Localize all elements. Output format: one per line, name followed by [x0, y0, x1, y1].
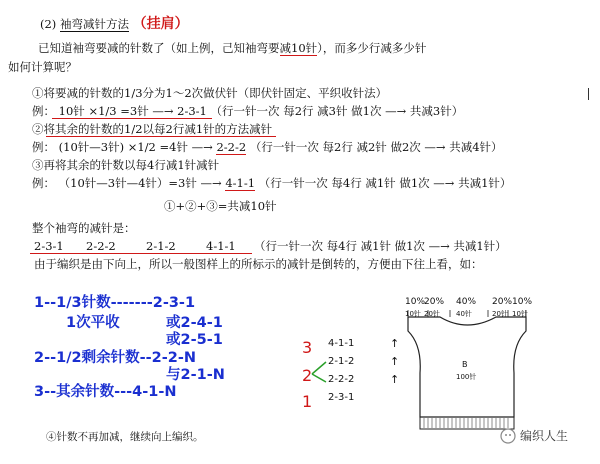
watermark	[500, 427, 568, 444]
stitch-label: 20针	[492, 310, 508, 318]
bracket-icon	[300, 340, 330, 400]
footer-note: ④针数不再加减，继续向上编织。	[46, 431, 204, 443]
up-arrow-icon: ↑	[390, 373, 400, 386]
step2-example	[32, 140, 503, 154]
blue-line-1: 1--1/3针数-------2-3-1	[34, 295, 196, 311]
step3-ex-label: 例：	[32, 176, 55, 190]
step3-example	[32, 176, 511, 190]
step3-ex-result: 4-1-1	[225, 176, 256, 190]
stitch-label: 10针	[405, 310, 421, 318]
sum-line: ①+②+③=共减10针	[164, 199, 277, 213]
total-underline	[30, 253, 252, 254]
diagram-row: 2-2-2	[328, 374, 355, 385]
step2-underline	[46, 136, 276, 137]
step2-ex-result: 2-2-2	[216, 140, 247, 154]
step2-ex-label: 例：	[32, 140, 55, 154]
step3-ex-calc: （10针—3针—4针）=3针	[58, 176, 197, 190]
intro-text-pre: 已知道袖弯要减的针数了（如上例，己知袖弯要	[38, 41, 280, 55]
arrow-icon: —→	[200, 176, 222, 190]
intro-line-1	[38, 41, 426, 55]
diagram-row: 2-3-1	[328, 392, 355, 403]
stitch-label: 40针	[456, 310, 472, 318]
diagram-num-1: 1	[302, 392, 313, 411]
garment-stitches: 100针	[456, 373, 477, 381]
step1-ex-label: 例：	[32, 104, 55, 118]
blue-line-3: 或2-5-1	[166, 332, 223, 348]
diagram-num-3: 3	[302, 338, 313, 357]
total-row	[34, 239, 507, 253]
arrow-icon: —→	[191, 140, 213, 154]
up-arrow-icon: ↑	[390, 355, 400, 368]
arrow-icon: —→	[152, 104, 174, 118]
diagram-row: 2-1-2	[328, 356, 355, 367]
step1-desc: ①将要减的针数的1/3分为1～2次做伏针（即伏针固定、平织收针法）	[32, 86, 388, 100]
pct-label: 10%	[512, 297, 533, 307]
step1-ex-result: 2-3-1	[177, 104, 207, 118]
step3-ex-note: （行一针一次 每4行 减1针 做1次 —→ 共减1针）	[258, 176, 512, 190]
step3-desc: ③再将其余的针数以每4行减1针减针	[32, 158, 220, 172]
total-item: 4-1-1	[206, 239, 236, 253]
step2-ex-note: （行一针一次 每2行 减2针 做2次 —→ 共减4针）	[249, 140, 503, 154]
section-header	[40, 17, 189, 31]
total-item: 2-3-1	[34, 239, 64, 253]
pct-label: 20%	[492, 297, 513, 307]
total-label: 整个袖弯的减针是：	[32, 221, 136, 235]
garment-label: B	[462, 360, 468, 369]
stitch-label: 20针	[424, 310, 440, 318]
total-item: 2-2-2	[86, 239, 116, 253]
diagram-num-2: 2	[302, 366, 313, 385]
total-item: 2-1-2	[146, 239, 176, 253]
total-note: （行一针一次 每4行 减1针 做1次 —→ 共减1针）	[254, 239, 507, 253]
cursor-mark	[588, 88, 589, 100]
intro-line-2: 如何计算呢？	[8, 60, 77, 74]
step1-ex-note: （行一针一次 每2行 减3针 做1次 —→ 共减3针）	[210, 104, 464, 118]
blue-line-2a: 1次平收	[66, 315, 120, 331]
blue-line-4: 2--1/2剩余针数--2-2-N	[34, 350, 196, 366]
section-title: 袖弯减针方法	[59, 17, 129, 31]
step1-example	[32, 104, 463, 118]
pct-label: 10%	[405, 297, 426, 307]
pct-label: 40%	[456, 297, 477, 307]
wechat-icon	[500, 428, 516, 444]
intro-text-post: ），而多少行减多少针	[317, 41, 427, 55]
step2-desc: ②将其余的针数的1/2以每2行减1针的方法减针	[32, 122, 273, 136]
step2-ex-calc: (10针—3针) ×1/2 =4针	[58, 140, 188, 154]
explain-line: 由于编织是由下向上，所以一般图样上的所标示的减针是倒转的，方便由下往上看，如：	[34, 257, 483, 271]
watermark-text: 编织人生	[520, 429, 569, 443]
garment-outline	[400, 305, 535, 435]
pct-label: 20%	[424, 297, 445, 307]
blue-line-5: 与2-1-N	[166, 367, 225, 383]
step1-underline	[52, 118, 212, 119]
blue-line-2b: 或2-4-1	[166, 315, 223, 331]
blue-line-6: 3--其余针数---4-1-N	[34, 384, 177, 400]
up-arrow-icon: ↑	[390, 337, 400, 350]
stitch-label: 10针	[512, 310, 528, 318]
step1-ex-calc: 10针 ×1/3 =3针	[58, 104, 149, 118]
section-tag: （挂肩）	[132, 16, 189, 32]
diagram-row: 4-1-1	[328, 338, 355, 349]
section-number: (2)	[40, 17, 57, 31]
intro-highlight: 减10针	[279, 41, 318, 55]
